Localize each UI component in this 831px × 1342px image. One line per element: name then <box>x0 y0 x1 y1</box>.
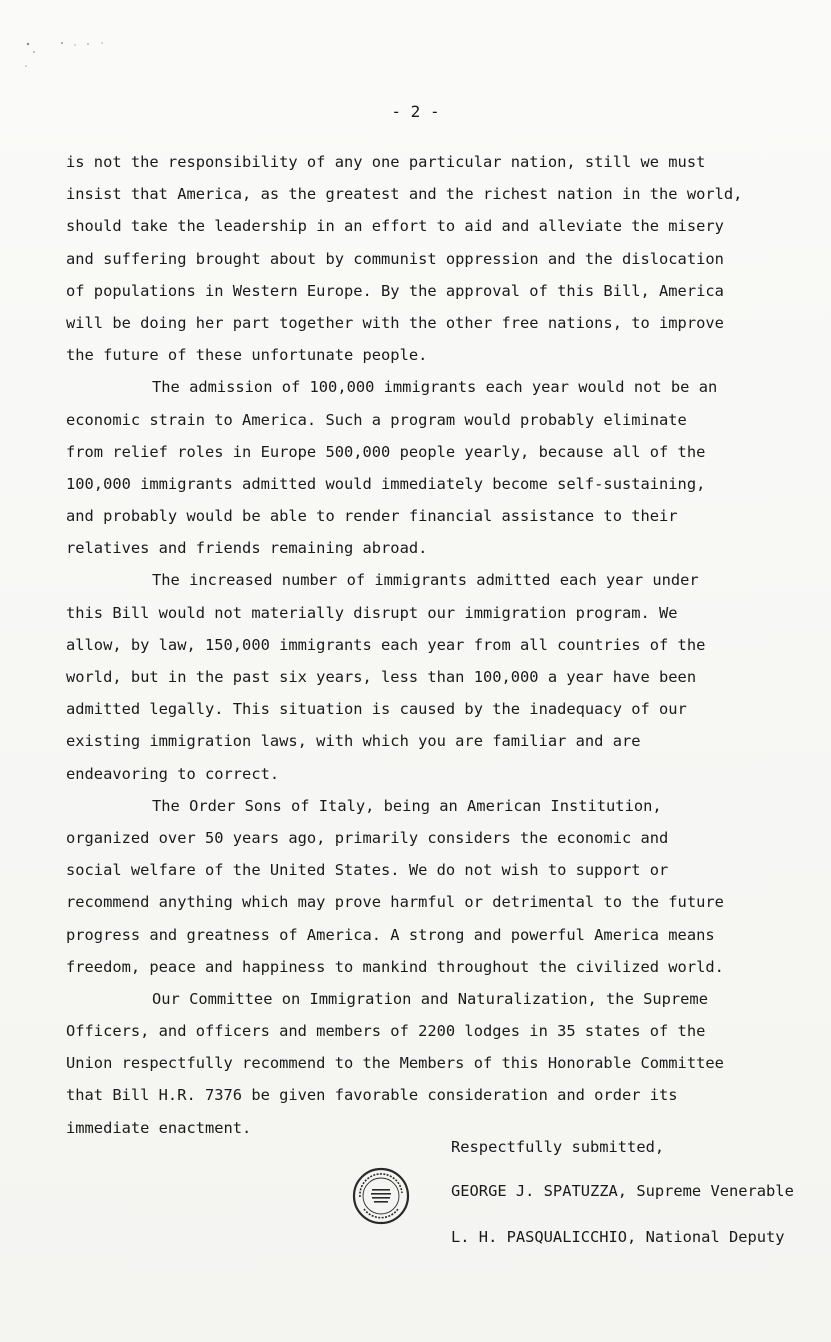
text-line: progress and greatness of America. A strong and powerful America means <box>66 925 715 944</box>
closing-block <box>451 1132 794 1252</box>
text-line: that Bill H.R. 7376 be given favorable consideration and order its <box>66 1086 678 1105</box>
text-line: allow, by law, 150,000 immigrants each year from all countries of the <box>66 635 706 654</box>
text-line: world, but in the past six years, less than 100,000 a year have been <box>66 668 697 686</box>
text-line: recommend anything which may prove harmful or detrimental to the future <box>66 893 724 912</box>
paragraph-3 <box>66 564 766 789</box>
text-line: should take the leadership in an effort to aid and alleviate the misery <box>66 217 724 236</box>
text-line: Officers, and officers and members of 2200 lodges in 35 states of the <box>66 1022 706 1041</box>
text-line: relatives and friends remaining abroad. <box>66 539 428 558</box>
text-line: is not the responsibility of any one particular nation, still we must <box>66 153 706 171</box>
text-line: freedom, peace and happiness to mankind throughout the civilized world. <box>66 957 724 976</box>
text-line: and suffering brought about by communist oppression and the dislocation <box>66 249 724 268</box>
text-line: 100,000 immigrants admitted would immediately become self-sustaining, <box>66 474 706 493</box>
text-line: economic strain to America. Such a program would probably eliminate <box>66 410 687 429</box>
paragraph-4 <box>66 790 766 983</box>
text-line: and probably would be able to render financial assistance to their <box>66 507 678 526</box>
text-line: organized over 50 years ago, primarily considers the economic and <box>66 828 669 847</box>
text-line: this Bill would not materially disrupt our immigration program. We <box>66 603 678 622</box>
text-line: the future of these unfortunate people. <box>66 346 428 365</box>
library-stamp <box>352 1167 410 1225</box>
signatory-pasqualicchio: L. H. PASQUALICCHIO, National Deputy <box>451 1228 785 1246</box>
text-line: Our Committee on Immigration and Naturalization, the Supreme <box>152 989 708 1008</box>
paragraph-1 <box>66 146 766 371</box>
paper-speck-marks <box>20 30 130 70</box>
text-line: will be doing her part together with the other free nations, to improve <box>66 313 724 332</box>
paragraph-5 <box>66 983 766 1144</box>
text-line: admitted legally. This situation is caused by the inadequacy of our <box>66 700 687 719</box>
text-line: insist that America, as the greatest and the richest nation in the world, <box>66 185 743 204</box>
letter-body <box>66 146 766 1144</box>
text-line: The admission of 100,000 immigrants each year would not be an <box>152 378 718 397</box>
text-line: The Order Sons of Italy, being an American Institution, <box>152 796 662 815</box>
page-number: - 2 - <box>391 102 440 121</box>
text-line: social welfare of the United States. We do not wish to support or <box>66 861 669 880</box>
signatory-spatuzza: GEORGE J. SPATUZZA, Supreme Venerable <box>451 1182 794 1200</box>
paragraph-2 <box>66 371 766 564</box>
text-line: from relief roles in Europe 500,000 people yearly, because all of the <box>66 442 706 461</box>
text-line: endeavoring to correct. <box>66 764 280 783</box>
text-line: The increased number of immigrants admitted each year under <box>152 571 699 590</box>
salutation: Respectfully submitted, <box>451 1138 665 1156</box>
text-line: immediate enactment. <box>66 1118 252 1137</box>
text-line: of populations in Western Europe. By the approval of this Bill, America <box>66 281 724 300</box>
text-line: Union respectfully recommend to the Members of this Honorable Committee <box>66 1054 724 1073</box>
text-line: existing immigration laws, with which you are familiar and are <box>66 732 641 751</box>
